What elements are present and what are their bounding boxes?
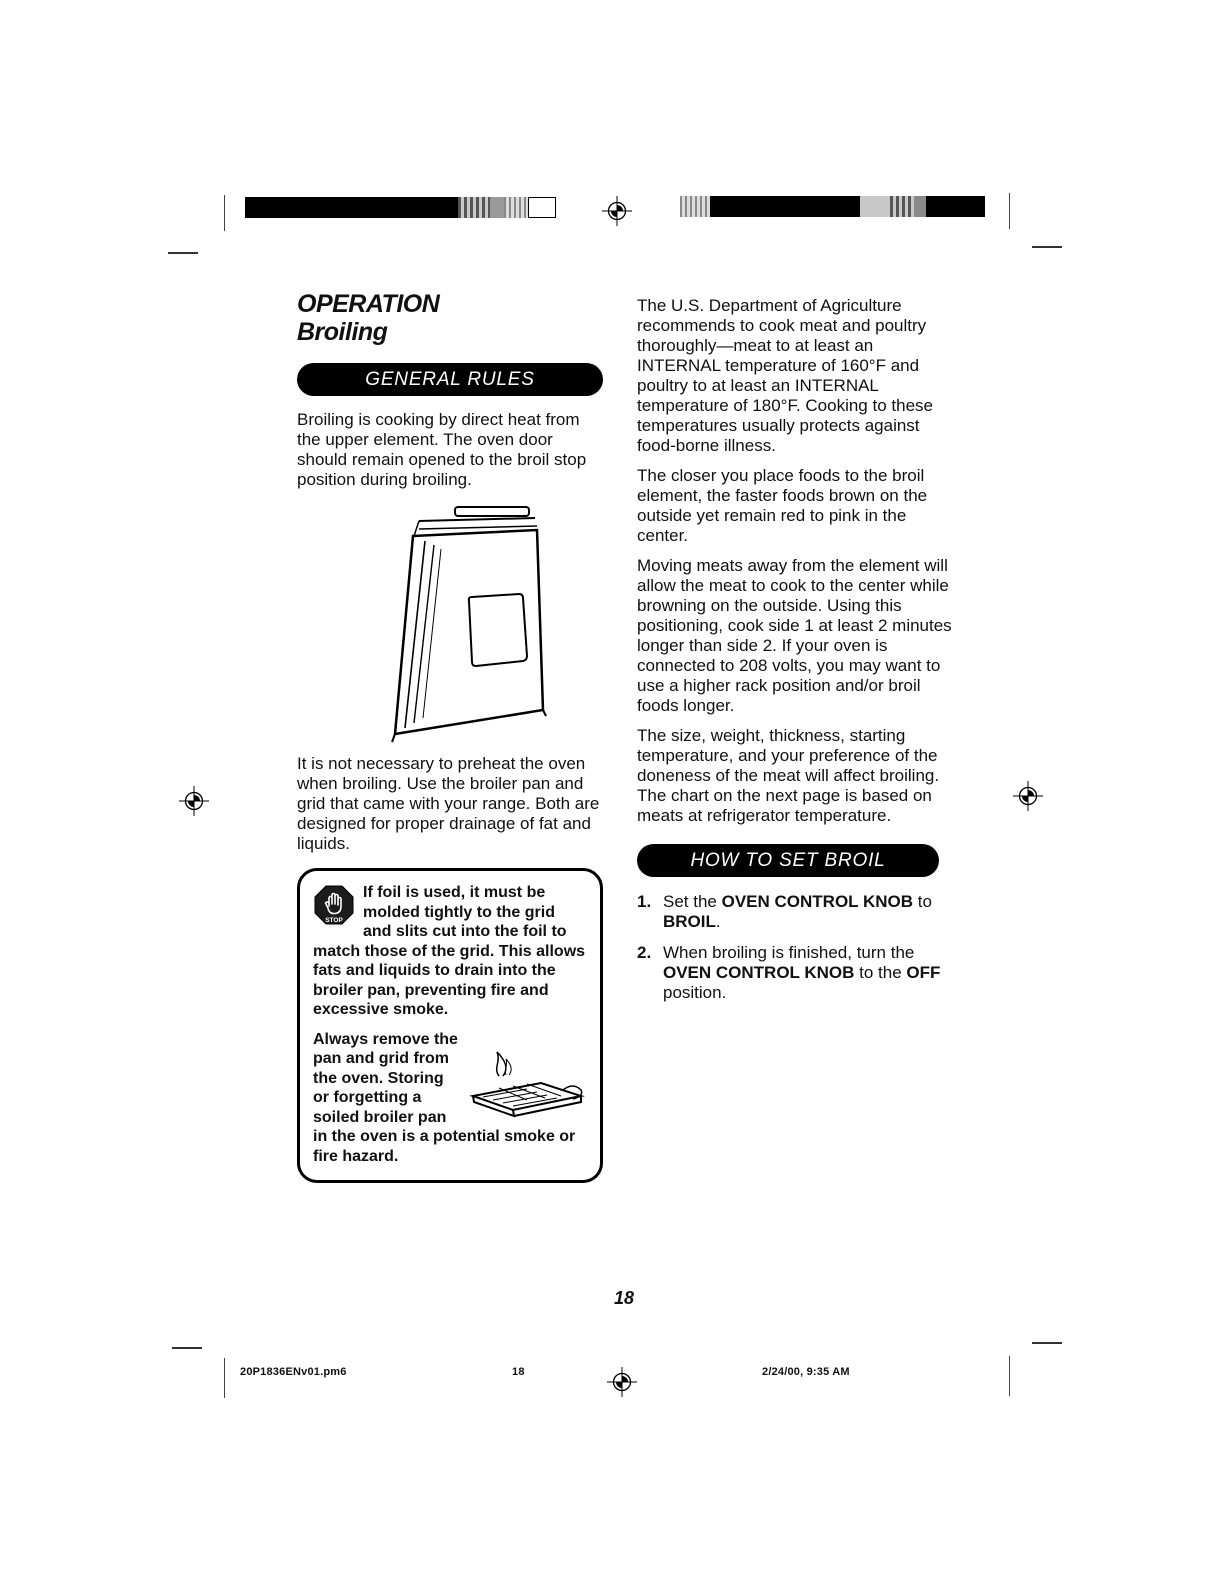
- print-calibration-strip-right: [680, 196, 985, 217]
- warning-foil-block: [313, 883, 587, 1020]
- strip-segment: [860, 196, 890, 217]
- crop-mark: [1009, 1356, 1010, 1396]
- warning-text-pan: Always remove the pan and grid from the oven. Storing or forgetting a soiled broiler pan in the oven is a potential smoke or fire hazard.: [313, 1030, 576, 1165]
- strip-segment: [490, 197, 504, 218]
- registration-mark-icon: [178, 785, 210, 817]
- step-number: 1.: [637, 892, 652, 911]
- strip-segment: [680, 196, 710, 217]
- step-text-part: to: [913, 892, 932, 911]
- step-text-bold: OVEN CONTROL KNOB: [721, 892, 914, 911]
- crop-mark: [1009, 193, 1010, 229]
- footer-page-number: 18: [512, 1366, 525, 1378]
- step-text-part: When broiling is finished, turn the: [663, 943, 915, 962]
- right-column: [637, 296, 959, 1003]
- strip-segment: [926, 196, 985, 217]
- step-item-1: [637, 892, 959, 932]
- crop-mark: [224, 1358, 225, 1398]
- crop-mark: [172, 1347, 202, 1349]
- paragraph-closer: The closer you place foods to the broil element, the faster foods brown on the outside yet remain red to pink in the center.: [637, 466, 928, 545]
- strip-segment: [890, 196, 914, 217]
- step-text-part: to the: [854, 963, 907, 982]
- print-calibration-strip-left: [245, 197, 556, 218]
- oven-door-illustration: [355, 504, 555, 742]
- step-text-bold: BROIL: [663, 912, 716, 931]
- step-number: 2.: [637, 943, 652, 962]
- warning-pan-block: [313, 1030, 587, 1167]
- warning-box: [297, 868, 603, 1183]
- section-header-general-rules: GENERAL RULES: [297, 363, 603, 396]
- strip-segment: [245, 197, 458, 218]
- registration-mark-icon: [601, 195, 633, 227]
- crop-mark: [1032, 1342, 1062, 1344]
- crop-mark: [224, 195, 225, 231]
- paragraph-size: The size, weight, thickness, starting temperature, and your preference of the doneness of the meat will affect broiling. The chart on the next page is based on meats at refrigerator temperature.: [637, 726, 940, 825]
- step-item-2: [637, 943, 959, 1003]
- broiler-pan-illustration: [469, 1050, 587, 1122]
- footer-datetime: 2/24/00, 9:35 AM: [762, 1366, 850, 1378]
- strip-segment: [504, 197, 528, 218]
- step-text-bold: OVEN CONTROL KNOB: [663, 963, 855, 982]
- step-text-part: .: [715, 912, 721, 931]
- strip-segment: [914, 196, 926, 217]
- warning-text-foil: If foil is used, it must be molded tightly to the grid and slits cut into the foil to match those of the grid. This allows fats and liquids to drain into the broiler pan, preventing fire and excessive smoke.: [313, 884, 586, 1018]
- crop-mark: [168, 252, 198, 254]
- registration-mark-icon: [606, 1366, 638, 1398]
- strip-segment: [710, 196, 860, 217]
- registration-mark-icon: [1012, 780, 1044, 812]
- paragraph-usda: The U.S. Department of Agriculture recommends to cook meat and poultry thoroughly—meat to at least an INTERNAL temperature of 160°F and poultry to at least an INTERNAL temperature of 180°F. Cooking to these temperatures usually protects against food-borne illness.: [637, 296, 933, 455]
- left-column: [297, 290, 603, 1183]
- footer-filename: 20P1836ENv01.pm6: [240, 1366, 347, 1378]
- crop-mark: [1032, 246, 1062, 248]
- step-text-bold: OFF: [906, 963, 941, 982]
- step-text: [663, 892, 959, 932]
- stop-icon-label: STOP: [325, 917, 343, 924]
- page-subtitle: Broiling: [297, 318, 388, 346]
- paragraph-preheat: It is not necessary to preheat the oven when broiling. Use the broiler pan and grid that came with your range. Both are designed for proper drainage of fat and liquids.: [297, 754, 600, 853]
- strip-segment: [528, 197, 556, 218]
- stop-hand-icon: [313, 884, 355, 926]
- step-text-part: Set the: [663, 892, 722, 911]
- page-title: OPERATION: [297, 290, 440, 318]
- section-header-how-to-set-broil: HOW TO SET BROIL: [637, 844, 939, 877]
- step-text: [663, 943, 959, 1003]
- paragraph-broiling-intro: Broiling is cooking by direct heat from the upper element. The oven door should remain opened to the broil stop position during broiling.: [297, 410, 587, 489]
- step-text-part: position.: [663, 983, 727, 1002]
- page-number: 18: [614, 1288, 635, 1308]
- strip-segment: [458, 197, 490, 218]
- paragraph-moving: Moving meats away from the element will allow the meat to cook to the center while browning on the outside. Using this positioning, cook side 1 at least 2 minutes longer than side 2. If your oven is connected to 208 volts, you may want to use a higher rack position and/or broil foods longer.: [637, 556, 952, 715]
